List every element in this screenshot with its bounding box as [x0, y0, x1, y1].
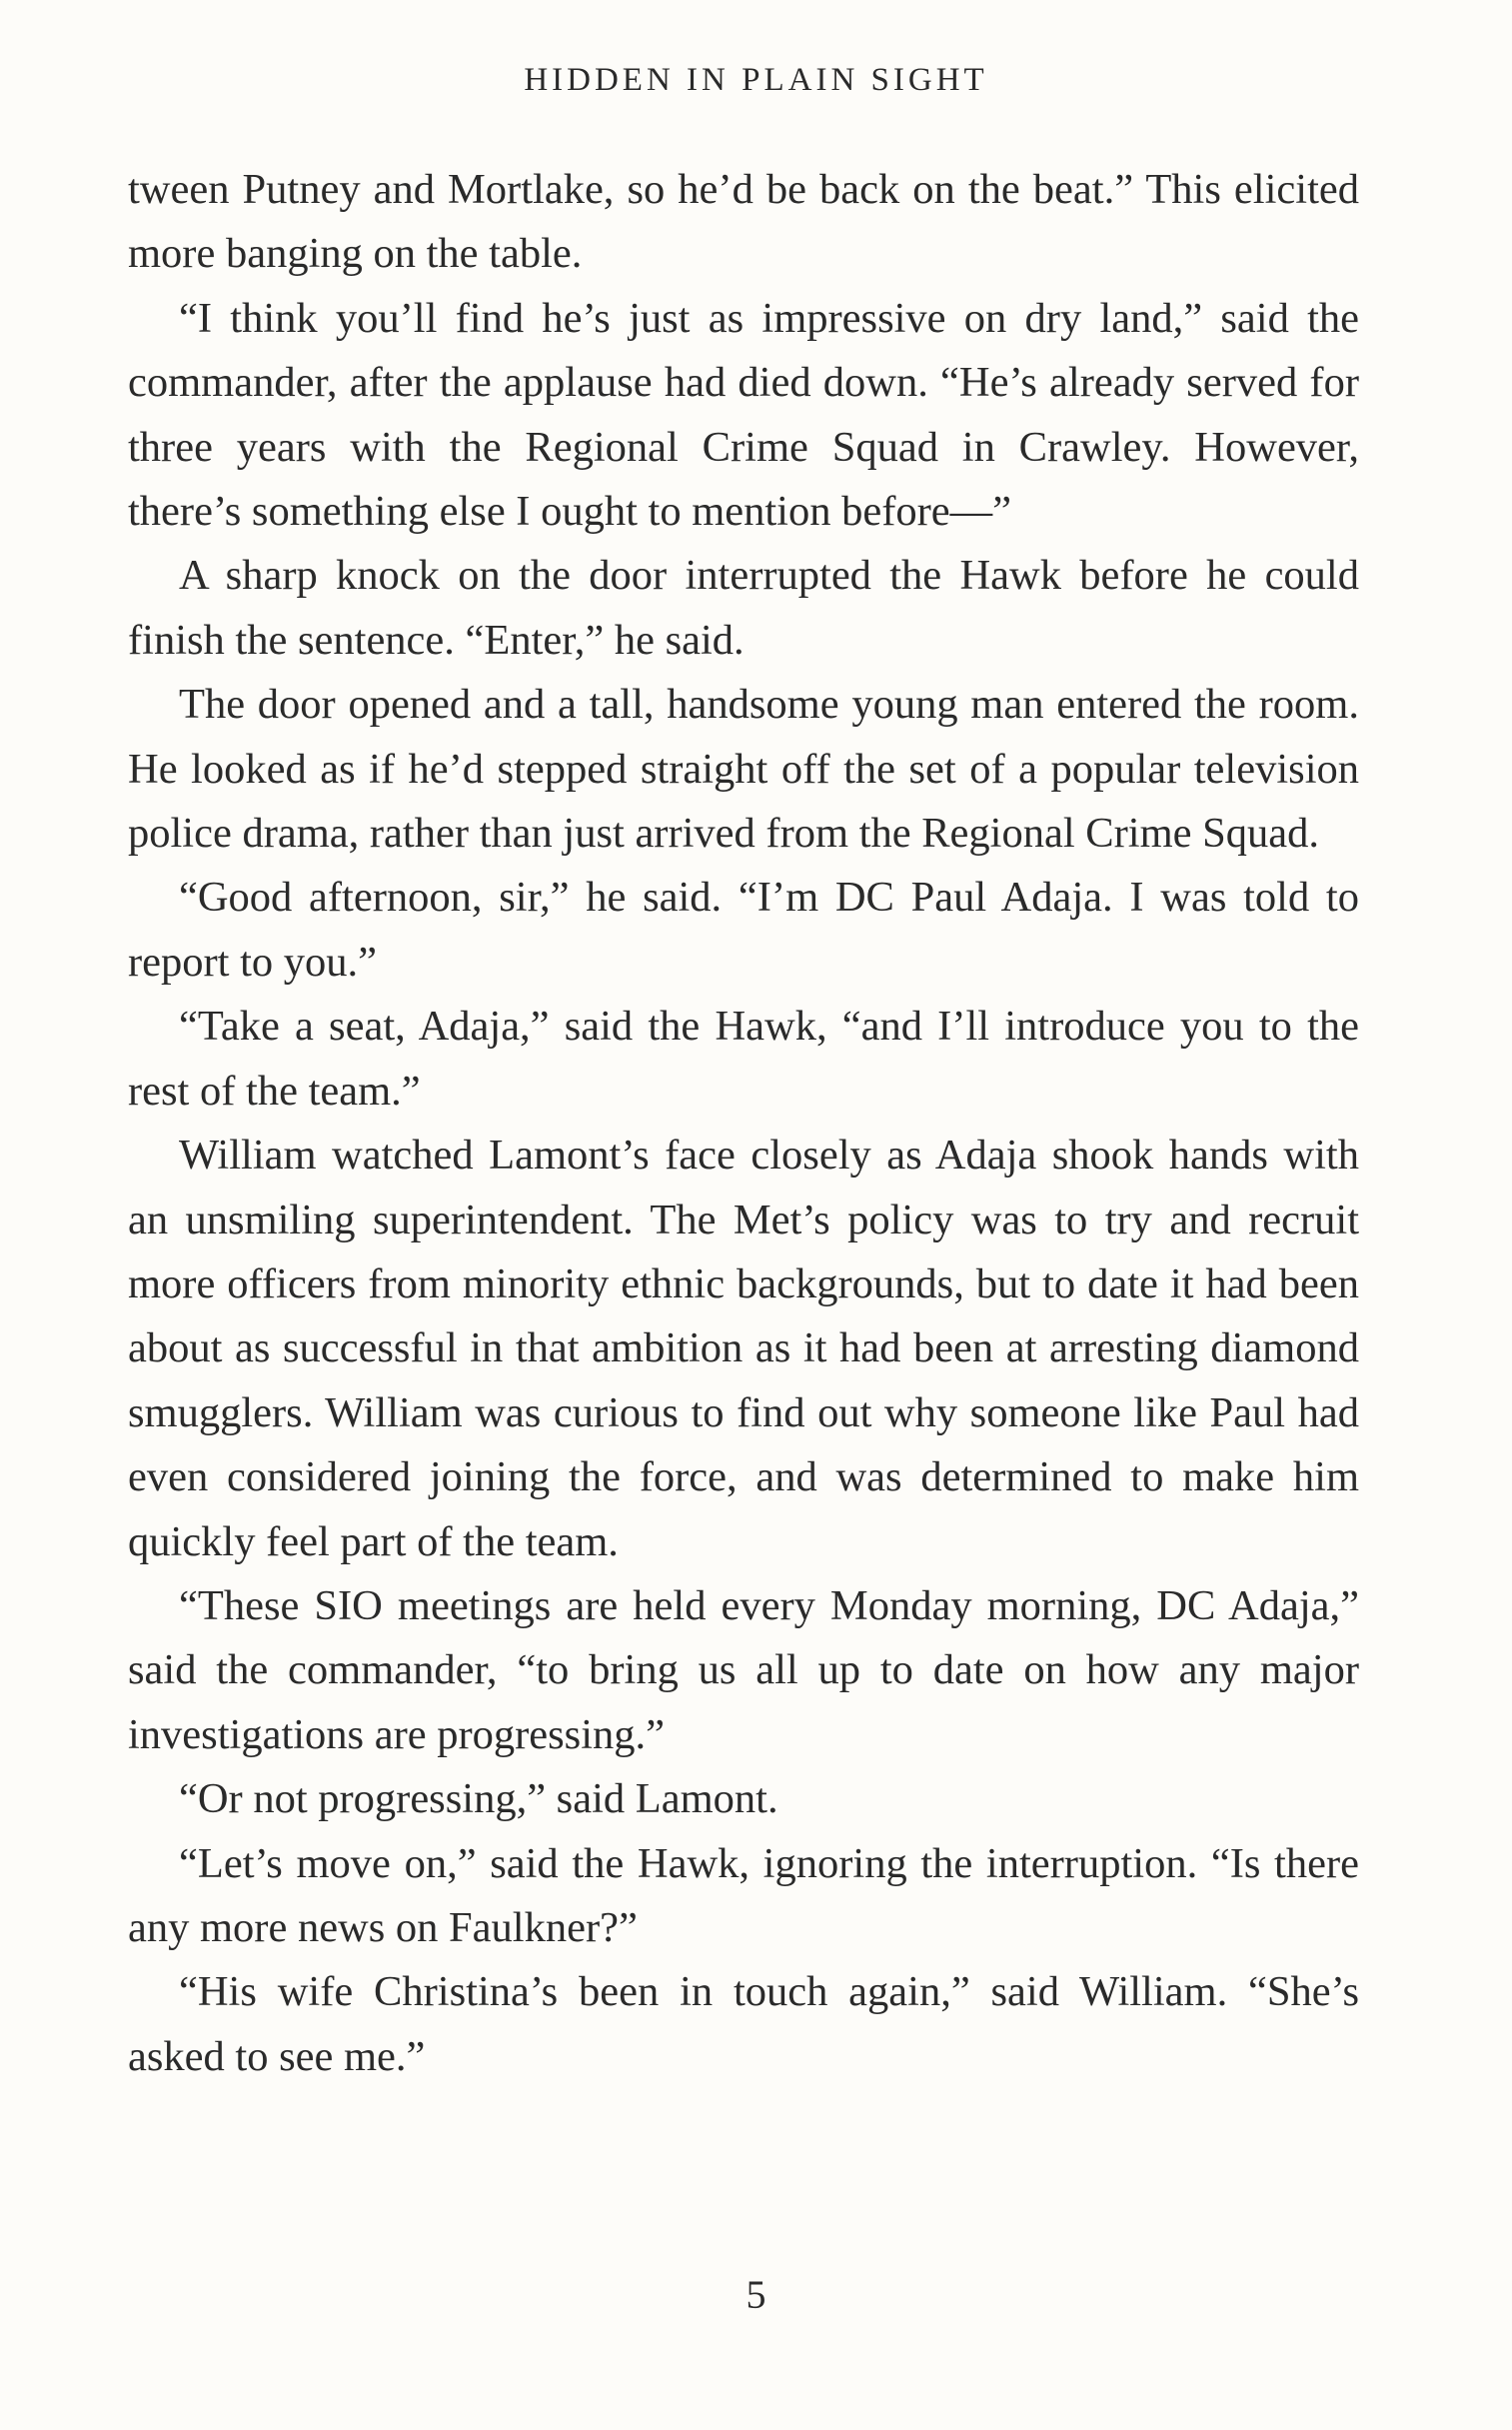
paragraph: The door opened and a tall, handsome young man entered the room. He looked as if he’d stepped straight off the set of a popular television police drama, rather than just arrived from the Regional Crime Squad. — [128, 681, 1359, 858]
paragraph: “Good afternoon, sir,” he said. “I’m DC Paul Adaja. I was told to report to you.” — [128, 874, 1359, 986]
paragraph: “His wife Christina’s been in touch again,” said William. “She’s asked to see me.” — [128, 1968, 1359, 2080]
paragraph: “Let’s move on,” said the Hawk, ignoring the interruption. “Is there any more news on Faulkner?” — [128, 1839, 1359, 1951]
running-head: HIDDEN IN PLAIN SIGHT — [524, 62, 988, 98]
paragraph: “These SIO meetings are held every Monday morning, DC Adaja,” said the commander, “to bring us all up to date on how any major investigations are progressing.” — [128, 1581, 1359, 1758]
paragraph: “Or not progressing,” said Lamont. — [179, 1775, 778, 1823]
body-text — [128, 158, 1359, 2089]
paragraph: “I think you’ll find he’s just as impressive on dry land,” said the commander, after the applause had died down. “He’s already served for three years with the Regional Crime Squad in Crawley. However, there’s something else I ought to mention before—” — [128, 294, 1359, 536]
paragraph: William watched Lamont’s face closely as Adaja shook hands with an unsmiling superintendent. The Met’s policy was to try and recruit more officers from minority ethnic backgrounds, but to date it had been about as successful in that ambition as it had been at arresting diamond smugglers. William was curious to find out why someone like Paul had even considered joining the force, and was determined to make him quickly feel part of the team. — [128, 1132, 1359, 1565]
paragraph: A sharp knock on the door interrupted the Hawk before he could finish the sentence. “Enter,” he said. — [128, 552, 1359, 664]
page-number: 5 — [746, 2272, 766, 2317]
paragraph: tween Putney and Mortlake, so he’d be back on the beat.” This elicited more banging on the table. — [128, 166, 1359, 278]
paragraph: “Take a seat, Adaja,” said the Hawk, “and I’ll introduce you to the rest of the team.” — [128, 1003, 1359, 1115]
